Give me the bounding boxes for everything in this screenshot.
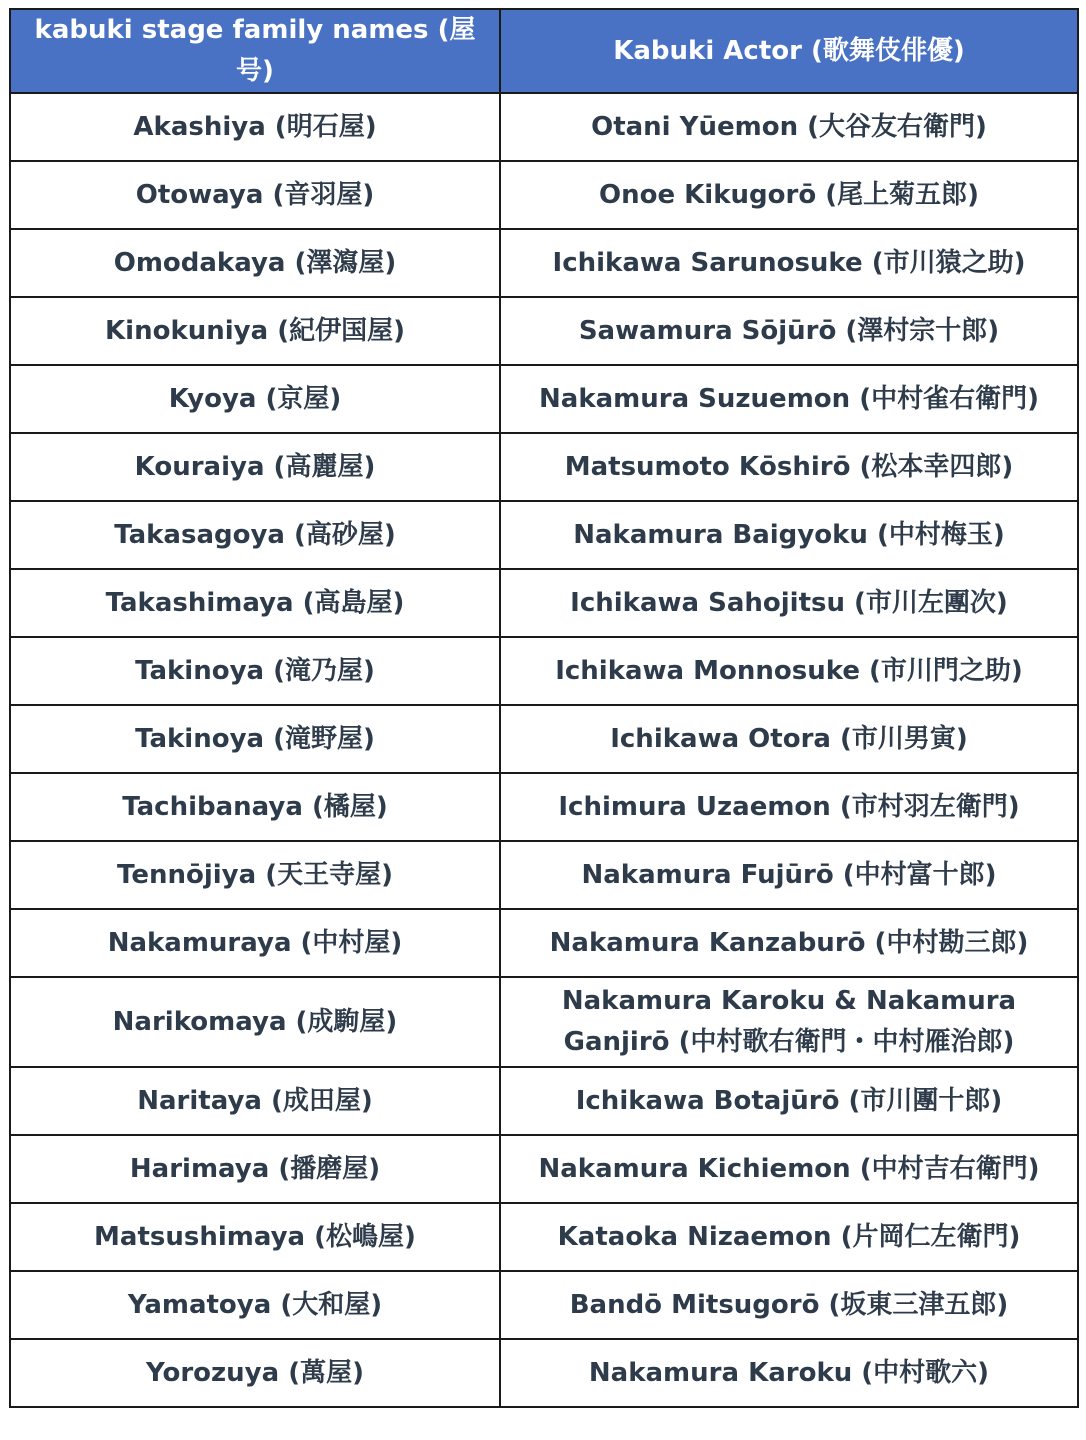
table-row [10,433,1078,501]
actor-name-cell: Onoe Kikugorō (尾上菊五郎) [500,161,1078,229]
stage-family-name-cell: Takinoya (滝乃屋) [10,637,500,705]
actor-name-cell: Nakamura Suzuemon (中村雀右衛門) [500,365,1078,433]
stage-family-name-cell: Tennōjiya (天王寺屋) [10,841,500,909]
stage-family-name-cell: Kinokuniya (紀伊国屋) [10,297,500,365]
table-row [10,1271,1078,1339]
table-row [10,773,1078,841]
kabuki-table-container [9,8,1077,1432]
stage-family-name-cell: Kouraiya (高麗屋) [10,433,500,501]
stage-family-name-cell: Narikomaya (成駒屋) [10,977,500,1067]
table-row [10,93,1078,161]
kabuki-table [9,8,1079,1408]
table-row [10,977,1078,1067]
table-row [10,501,1078,569]
header-stage-family-names: kabuki stage family names (屋号) [10,9,500,93]
stage-family-name-cell: Naritaya (成田屋) [10,1067,500,1135]
table-row [10,909,1078,977]
stage-family-name-cell: Harimaya (播磨屋) [10,1135,500,1203]
header-kabuki-actor: Kabuki Actor (歌舞伎俳優) [500,9,1078,93]
stage-family-name-cell: Nakamuraya (中村屋) [10,909,500,977]
stage-family-name-cell: Otowaya (音羽屋) [10,161,500,229]
actor-name-cell: Ichimura Uzaemon (市村羽左衛門) [500,773,1078,841]
stage-family-name-cell: Yamatoya (大和屋) [10,1271,500,1339]
stage-family-name-cell: Yorozuya (萬屋) [10,1339,500,1407]
table-row [10,705,1078,773]
table-row [10,841,1078,909]
actor-name-cell: Nakamura Fujūrō (中村富十郎) [500,841,1078,909]
actor-name-cell: Ichikawa Sarunosuke (市川猿之助) [500,229,1078,297]
actor-name-cell: Matsumoto Kōshirō (松本幸四郎) [500,433,1078,501]
stage-family-name-cell: Akashiya (明石屋) [10,93,500,161]
stage-family-name-cell: Takasagoya (高砂屋) [10,501,500,569]
table-row [10,1067,1078,1135]
stage-family-name-cell: Kyoya (京屋) [10,365,500,433]
actor-name-cell: Ichikawa Otora (市川男寅) [500,705,1078,773]
actor-name-cell: Nakamura Kichiemon (中村吉右衛門) [500,1135,1078,1203]
table-row [10,229,1078,297]
actor-name-cell: Otani Yūemon (大谷友右衛門) [500,93,1078,161]
table-row [10,1203,1078,1271]
table-row [10,1339,1078,1407]
stage-family-name-cell: Takinoya (滝野屋) [10,705,500,773]
table-row [10,569,1078,637]
stage-family-name-cell: Tachibanaya (橘屋) [10,773,500,841]
actor-name-cell: Kataoka Nizaemon (片岡仁左衛門) [500,1203,1078,1271]
actor-name-cell: Nakamura Karoku & Nakamura Ganjirō (中村歌右衛門・中村雁治郎) [500,977,1078,1067]
actor-name-cell: Ichikawa Sahojitsu (市川左團次) [500,569,1078,637]
table-row [10,297,1078,365]
actor-name-cell: Nakamura Kanzaburō (中村勘三郎) [500,909,1078,977]
actor-name-cell: Bandō Mitsugorō (坂東三津五郎) [500,1271,1078,1339]
actor-name-cell: Nakamura Karoku (中村歌六) [500,1339,1078,1407]
stage-family-name-cell: Takashimaya (高島屋) [10,569,500,637]
table-row [10,161,1078,229]
stage-family-name-cell: Omodakaya (澤瀉屋) [10,229,500,297]
actor-name-cell: Nakamura Baigyoku (中村梅玉) [500,501,1078,569]
table-row [10,637,1078,705]
stage-family-name-cell: Matsushimaya (松嶋屋) [10,1203,500,1271]
table-header-row [10,9,1078,93]
table-row [10,365,1078,433]
actor-name-cell: Sawamura Sōjūrō (澤村宗十郎) [500,297,1078,365]
actor-name-cell: Ichikawa Monnosuke (市川門之助) [500,637,1078,705]
table-row [10,1135,1078,1203]
actor-name-cell: Ichikawa Botajūrō (市川團十郎) [500,1067,1078,1135]
